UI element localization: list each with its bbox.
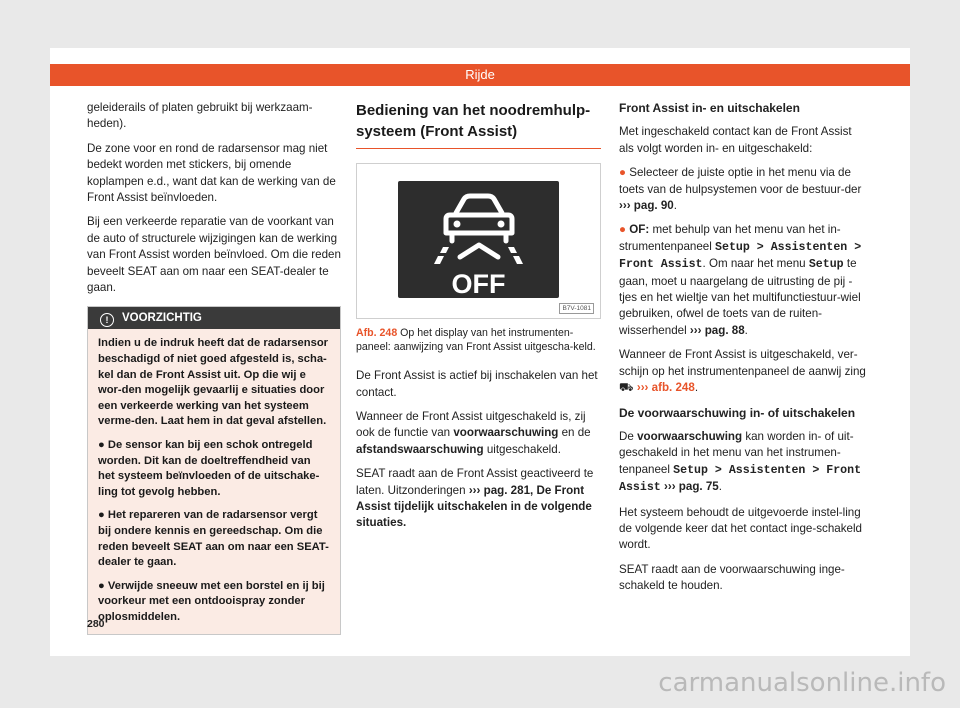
subheading: De voorwaarschuwing in- of uitschakelen [619,405,856,420]
caution-item: ● De sensor kan bij een schok ontregeld worden. Dit kan de doeltreffendheid van het systeem beïnvloeden of de uitschake-ling tot gevolg hebben. [98,439,320,498]
watermark: carmanualsonline.info [658,668,946,698]
paragraph: geleiderails of platen gebruikt bij werkzaam-heden). [87,101,313,131]
cross-reference-link[interactable]: ››› pag. 88 [689,323,745,337]
car-warning-icon: ⛟ [619,381,634,395]
caution-icon: ! [100,313,114,327]
chapter-header: Rijde [50,64,910,86]
paragraph: De voorwaarschuwing kan worden in- of uit-geschakeld in het menu van het instrumen-tenpaneel Setup > Assistenten > Front Assist ››› pag. 75. [619,429,862,495]
subheading: Front Assist in- en uitschakelen [619,101,800,115]
paragraph: Wanneer de Front Assist uitgeschakeld is, zij ook de functie van voorwaarschuwing en de afstandswaarschuwing uitgeschakeld. [356,410,591,456]
cross-reference-link[interactable]: ››› pag. 90 [619,199,674,213]
caution-header [88,307,340,329]
paragraph: De zone voor en rond de radarsensor mag niet bedekt worden met stickers, bij omende koplampen e.d., want dat kan de werking van de Front Assist beïnvloeden. [87,141,336,205]
caution-item: Indien u de indruk heeft dat de radarsensor beschadigd of niet goed afgesteld is, scha-kel dan de Front Assist uit. Op die wij e wor-den mogelijk gevaarlij e situaties door een verkeerde werking van het systeem verme-den. Laat hem in dat geval afstellen. [98,337,329,428]
figure-id: B7V-1081 [559,303,594,314]
caption-text: Op het display van het instrumenten-paneel: aanwijzing van Front Assist uitgescha-keld. [356,327,596,353]
paragraph: SEAT raadt aan de Front Assist geactiveerd te laten. Uitzonderingen ››› pag. 281, De Front Assist tijdelijk uitschakelen in de volgende situaties. [356,467,594,530]
cross-reference-link[interactable]: ››› pag. 75 [663,480,719,494]
paragraph: Met ingeschakeld contact kan de Front Assist als volgt worden in- en uitgeschakeld: [619,125,852,155]
middle-column [356,100,601,540]
caution-box [87,306,341,634]
instrument-display [398,181,559,298]
left-column [87,100,341,635]
caution-body [88,329,340,633]
caution-item: ● Verwijde sneeuw met een borstel en ij bij voorkeur met een ontdooispray zonder oplosmiddelen. [98,579,325,623]
figure-248 [356,163,601,319]
cross-reference-link[interactable]: ››› pag. 281, De Front Assist tijdelijk uitschakelen in de volgende situaties. [356,483,592,530]
front-assist-off-icon [398,181,559,298]
caution-item: ● Het repareren van de radarsensor vergt bij ondere kennis en gereedschap. Om die reden beveelt SEAT aan om naar een SEAT-dealer te gaan. [98,509,329,569]
figure-caption [356,327,601,354]
bullet-item: ● OF: met behulp van het menu van het in-strumentenpaneel Setup > Assistenten > Front Assist. Om naar het menu Setup te gaan, moet u naargelang de uitrusting de pij - tjes en het wieltje van het multifunctiestuur-wiel gebruiken, ofwel de toets van de ruiten-wisserhendel ››› pag. 88. [619,223,862,337]
caption-label: Afb. 248 [356,327,398,339]
section-title: Bediening van het noodremhulp-systeem (Front Assist) [356,100,601,149]
paragraph: Bij een verkeerde reparatie van de voorkant van de auto of structurele wijzigingen kan de werking van Front Assist worden beïnvloed. Om die reden beveelt SEAT aan om naar een SEAT-dealer te gaan. [87,215,341,295]
bullet-item: ● Selecteer de juiste optie in het menu via de toets van de hulpsystemen voor de bestuur-der ››› pag. 90. [619,166,862,213]
cross-reference-link[interactable]: ››› afb. 248 [636,381,695,395]
paragraph: De Front Assist is actief bij inschakelen van het contact. [356,369,598,399]
page-number: 280 [87,618,105,630]
paragraph: SEAT raadt aan de voorwaarschuwing inge-schakeld te houden. [619,562,845,593]
paragraph: Wanneer de Front Assist is uitgeschakeld, ver-schijn op het instrumentenpaneel de aanwij zing ⛟ ››› afb. 248. [619,348,866,395]
caution-title: VOORZICHTIG [122,312,202,325]
paragraph: Het systeem behoudt de uitgevoerde instel-ling de volgende keer dat het contact inge-schakeld wordt. [619,505,862,552]
right-column [619,100,869,603]
display-off-text: OFF [451,269,506,298]
